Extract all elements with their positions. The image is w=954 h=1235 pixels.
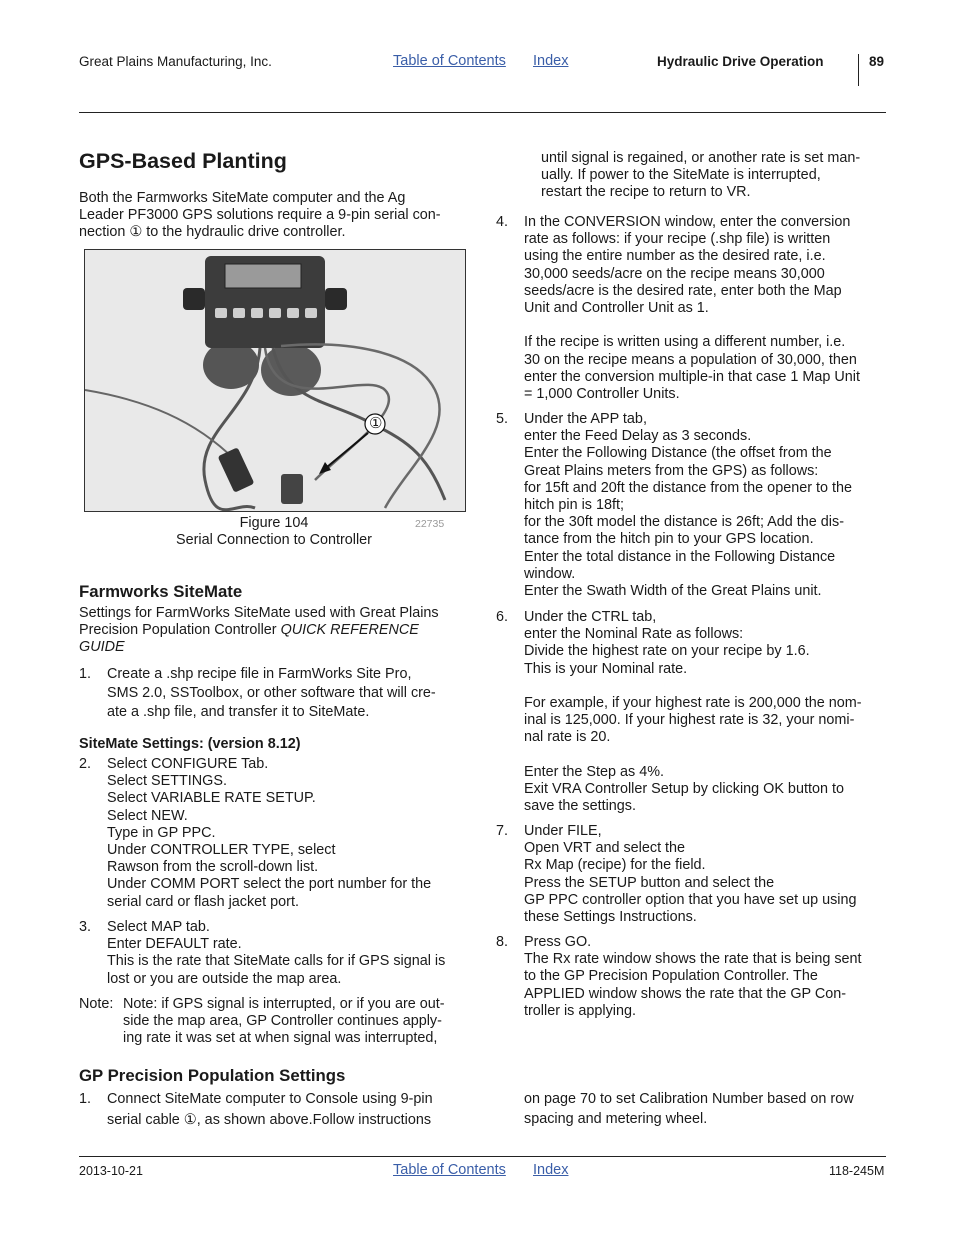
- step-line: enter the Nominal Rate as follows:: [524, 626, 744, 643]
- step-number: 5.: [496, 411, 509, 427]
- step-line: Under CONTROLLER TYPE, select: [107, 842, 336, 859]
- step-line: window.: [524, 565, 576, 582]
- step-line: troller is applying.: [524, 1002, 636, 1019]
- step-line: Enter the total distance in the Following Distance: [524, 548, 836, 565]
- step-line: Connect SiteMate computer to Console using 9-pin: [107, 1091, 433, 1107]
- note-line: restart the recipe to return to VR.: [541, 184, 751, 201]
- step-line: to the GP Precision Population Controller. The: [524, 968, 818, 985]
- intro-line: Both the Farmworks SiteMate computer and the Ag: [79, 190, 406, 206]
- step-line: Rx Map (recipe) for the field.: [524, 857, 706, 874]
- step-line: Select CONFIGURE Tab.: [107, 756, 269, 772]
- step-line: Create a .shp recipe file in FarmWorks Site Pro,: [107, 666, 412, 682]
- farmworks-heading: Farmworks SiteMate: [79, 582, 243, 601]
- step-line: spacing and metering wheel.: [524, 1111, 708, 1127]
- figure-number: Figure 104: [239, 515, 309, 531]
- header-divider: [858, 54, 859, 86]
- step-line: Rawson from the scroll-down list.: [107, 859, 319, 876]
- step-line: The Rx rate window shows the rate that is being sent: [524, 951, 862, 968]
- step-line: GP PPC controller option that you have set up using: [524, 891, 857, 908]
- step-line: nal rate is 20.: [524, 729, 611, 746]
- step-line: SMS 2.0, SSToolbox, or other software that will cre-: [107, 685, 436, 701]
- footer-toc-link[interactable]: Table of Contents: [393, 1162, 506, 1178]
- step-line: using the entire number as the desired rate, i.e.: [524, 248, 826, 265]
- step-line: serial cable ①, as shown above.Follow instructions: [107, 1112, 432, 1128]
- step-line: for the 30ft model the distance is 26ft; Add the dis-: [524, 514, 844, 531]
- intro-line: nection ① to the hydraulic drive controller.: [79, 224, 346, 241]
- step-number: 8.: [496, 934, 509, 950]
- step-line: Press the SETUP button and select the: [524, 874, 775, 891]
- farmworks-intro-line: Precision Population Controller: [79, 622, 281, 639]
- step-line: Exit VRA Controller Setup by clicking OK button to: [524, 781, 844, 798]
- step-line: Enter the Following Distance (the offset from the: [524, 445, 832, 462]
- step-line: rate as follows: if your recipe (.shp file) is written: [524, 231, 831, 248]
- step-line: hitch pin is 18ft;: [524, 497, 624, 514]
- note-line: side the map area, GP Controller continues apply-: [123, 1013, 442, 1030]
- step-line: Select MAP tab.: [107, 919, 210, 935]
- step-line: APPLIED window shows the rate that the GP Con-: [524, 985, 847, 1002]
- photo-id: 22735: [415, 518, 445, 530]
- sitemate-settings-heading: SiteMate Settings: (version 8.12): [79, 736, 301, 752]
- note-continuation: [541, 150, 891, 202]
- step-line: Divide the highest rate on your recipe by 1.6.: [524, 643, 810, 660]
- farmworks-intro: [79, 605, 479, 657]
- step-number: 4.: [496, 214, 509, 230]
- step-line: Select NEW.: [107, 807, 188, 824]
- step-line: This is the rate that SiteMate calls for if GPS signal is: [107, 953, 446, 970]
- step-line: Enter the Step as 4%.: [524, 763, 664, 780]
- step-line: Type in GP PPC.: [107, 824, 216, 841]
- step-line: Under the CTRL tab,: [524, 609, 657, 625]
- step-line: This is your Nominal rate.: [524, 660, 688, 677]
- figure-caption: [84, 515, 464, 549]
- step-line: tance from the hitch pin to your GPS location.: [524, 531, 814, 548]
- header-index-link[interactable]: Index: [533, 53, 569, 69]
- step-line: Under COMM PORT select the port number for the: [107, 876, 432, 893]
- figure-title: Serial Connection to Controller: [176, 532, 372, 549]
- note-line: Note: if GPS signal is interrupted, or if you are out-: [123, 996, 445, 1012]
- step-line: Press GO.: [524, 934, 592, 950]
- step-line: save the settings.: [524, 798, 636, 815]
- step-number: 3.: [79, 919, 92, 935]
- step-line: lost or you are outside the map area.: [107, 970, 342, 987]
- step-line: enter the conversion multiple-in that case 1 Map Unit: [524, 368, 860, 385]
- note-line: until signal is regained, or another rate is set man-: [541, 150, 861, 166]
- step-line: on page 70 to set Calibration Number based on row: [524, 1091, 854, 1107]
- step-line: Select VARIABLE RATE SETUP.: [107, 790, 316, 807]
- step-line: = 1,000 Controller Units.: [524, 386, 680, 403]
- footer-index-link[interactable]: Index: [533, 1162, 569, 1178]
- gp-step1-continuation: [524, 1089, 891, 1129]
- step-line: Enter DEFAULT rate.: [107, 936, 242, 953]
- step-line: Unit and Controller Unit as 1.: [524, 300, 709, 317]
- controller-photo-illustration: [85, 250, 465, 511]
- header-section-title: Hydraulic Drive Operation: [657, 54, 824, 69]
- intro-paragraph: [79, 190, 479, 242]
- page-title: GPS-Based Planting: [79, 149, 287, 173]
- farmworks-intro-line: Settings for FarmWorks SiteMate used with Great Plains: [79, 605, 439, 621]
- note-line: ually. If power to the SiteMate is interrupted,: [541, 167, 821, 184]
- note-label: Note:: [79, 996, 114, 1012]
- figure-callout: ①: [369, 415, 383, 432]
- page-number: 89: [869, 54, 885, 69]
- footer-doc-number: 118-245M: [829, 1164, 885, 1178]
- step-number: 1.: [79, 666, 92, 682]
- quick-reference-guide-ref: QUICK REFERENCE: [280, 622, 419, 639]
- step-line: For example, if your highest rate is 200,000 the nom-: [524, 695, 862, 712]
- step-line: seeds/acre is the desired rate, enter both the Map: [524, 282, 842, 299]
- step-line: If the recipe is written using a different number, i.e.: [524, 334, 846, 351]
- step-line: these Settings Instructions.: [524, 909, 697, 926]
- step-line: In the CONVERSION window, enter the conversion: [524, 214, 851, 230]
- footer-rule: [79, 1156, 886, 1157]
- step-line: Select SETTINGS.: [107, 773, 227, 790]
- step-number: 2.: [79, 756, 92, 772]
- header-rule: [79, 112, 886, 113]
- step-number: 7.: [496, 823, 509, 839]
- footer-date: 2013-10-21: [79, 1164, 143, 1178]
- step-line: inal is 125,000. If your highest rate is 32, your nomi-: [524, 712, 855, 729]
- intro-line: Leader PF3000 GPS solutions require a 9-pin serial con-: [79, 207, 441, 224]
- step-line: Open VRT and select the: [524, 840, 686, 857]
- step-line: serial card or flash jacket port.: [107, 893, 299, 910]
- step-line: for 15ft and 20ft the distance from the opener to the: [524, 479, 852, 496]
- step-line: 30 on the recipe means a population of 30,000, then: [524, 351, 857, 368]
- step-line: 30,000 seeds/acre on the recipe means 30,000: [524, 265, 825, 282]
- step-line: Under the APP tab,: [524, 411, 647, 427]
- step-line: Great Plains meters from the GPS) as follows:: [524, 462, 819, 479]
- quick-reference-guide-ref: GUIDE: [79, 639, 125, 656]
- step-line: enter the Feed Delay as 3 seconds.: [524, 428, 752, 445]
- header-company: Great Plains Manufacturing, Inc.: [79, 54, 272, 69]
- step-number: 6.: [496, 609, 509, 625]
- gp-settings-heading: GP Precision Population Settings: [79, 1066, 346, 1085]
- step-line: ate a .shp file, and transfer it to SiteMate.: [107, 704, 370, 720]
- note-line: ing rate it was set at when signal was interrupted,: [123, 1030, 438, 1047]
- header-toc-link[interactable]: Table of Contents: [393, 53, 506, 69]
- controller-photo: [84, 249, 466, 512]
- step-number: 1.: [79, 1091, 92, 1107]
- step-line: Enter the Swath Width of the Great Plains unit.: [524, 583, 822, 600]
- step-line: Under FILE,: [524, 823, 602, 839]
